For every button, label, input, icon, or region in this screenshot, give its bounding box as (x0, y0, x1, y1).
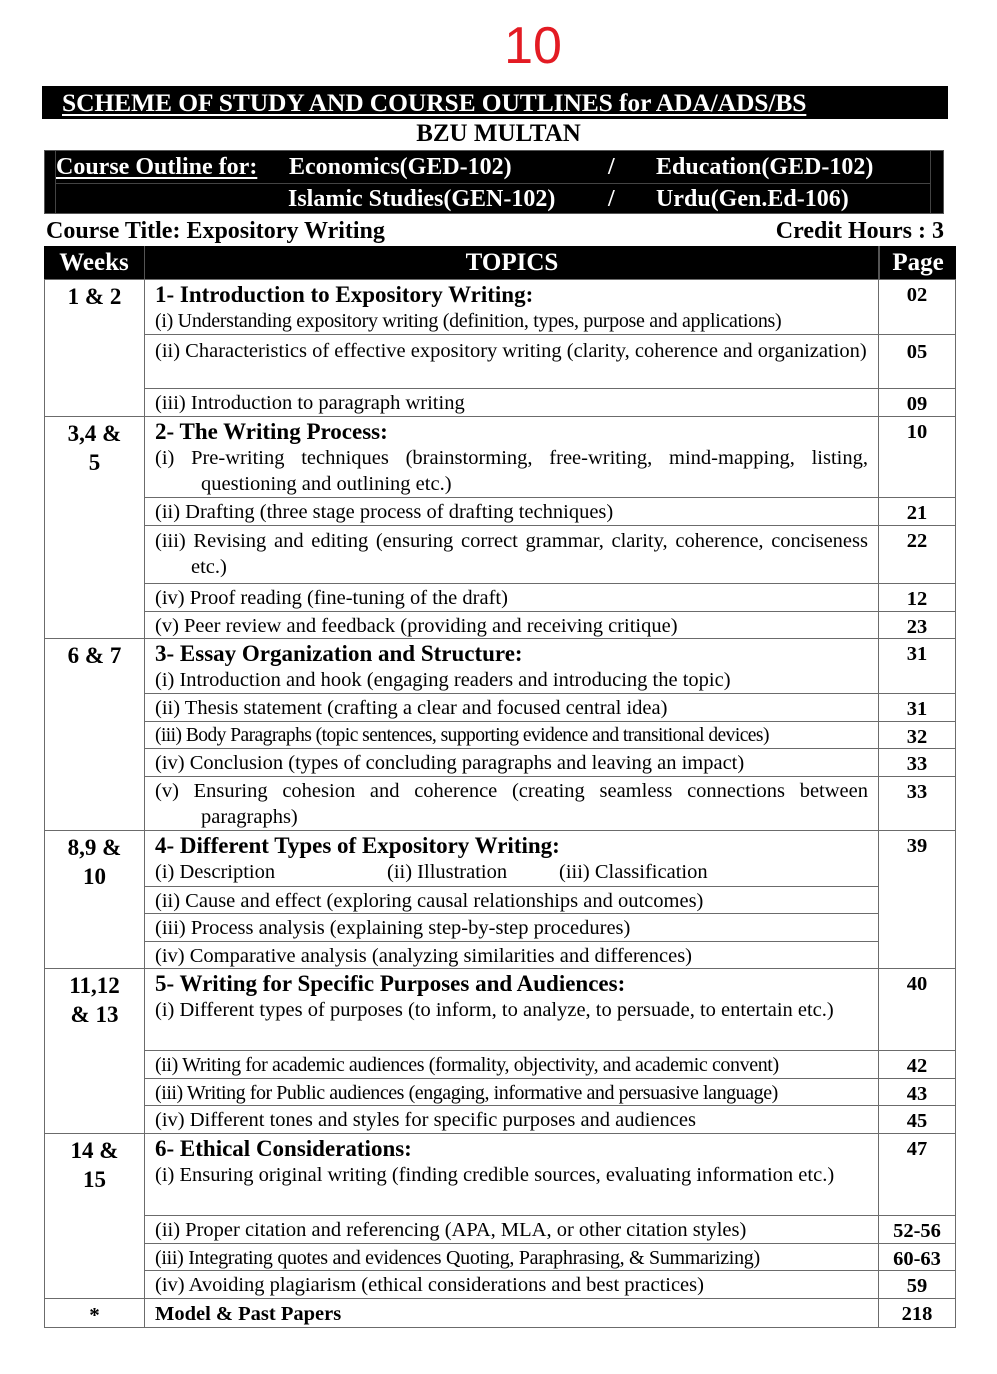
course-title: Course Title: Expository Writing (46, 218, 385, 244)
weeks-cell (44, 638, 145, 831)
topic-item: (i) Introduction and hook (engaging readers and introducing the topic) (155, 669, 731, 691)
topic-item: (iii) Revising and editing (ensuring correct grammar, clarity, coherence, conciseness etc.) (155, 530, 868, 578)
topic-cell (144, 583, 879, 612)
page-cell: 39 (878, 830, 956, 969)
weeks-label: 10 (83, 864, 106, 889)
weeks-label: 5 (88, 450, 101, 475)
topic-item: (iii) Body Paragraphs (topic sentences, supporting evidence and transitional devices) (155, 725, 769, 746)
topic-cell (144, 693, 879, 722)
page-cell: 31 (878, 693, 956, 722)
topic-cell (144, 721, 879, 749)
section-heading: 6- Ethical Considerations: (155, 1136, 412, 1161)
topic-item: (iii) Classification (559, 861, 708, 883)
weeks-cell (44, 1133, 145, 1299)
weeks-label: 8,9 & (67, 835, 122, 860)
outline-urdu: Urdu(Gen.Ed-106) (656, 186, 849, 212)
topic-item: (ii) Writing for academic audiences (formality, objectivity, and academic convent) (155, 1054, 779, 1076)
topic-cell (144, 830, 879, 887)
outline-sep-1: / (608, 154, 615, 180)
course-outline-box (44, 150, 944, 214)
topic-cell (144, 611, 879, 639)
page-cell: 32 (878, 721, 956, 749)
topic-item: (iv) Conclusion (types of concluding paragraphs and leaving an impact) (155, 752, 745, 774)
page-cell: 31 (878, 638, 956, 694)
page-cell: 02 (878, 279, 956, 335)
section-heading: 3- Essay Organization and Structure: (155, 641, 523, 666)
topic-item: (iii) Introduction to paragraph writing (155, 392, 465, 414)
topic-item: (v) Ensuring cohesion and coherence (creating seamless connections between paragraphs) (155, 780, 868, 828)
page-cell: 59 (878, 1270, 956, 1299)
page-cell: 23 (878, 611, 956, 639)
weeks-cell (44, 968, 145, 1134)
banner-title: SCHEME OF STUDY AND COURSE OUTLINES for ADA/ADS/BS (62, 88, 807, 117)
page-cell: 21 (878, 497, 956, 526)
weeks-label: 14 & (70, 1138, 119, 1163)
topic-item: (v) Peer review and feedback (providing and receiving critique) (155, 615, 678, 637)
weeks-label: 3,4 & (67, 421, 122, 446)
topic-cell (144, 334, 879, 389)
inline-topic-items (155, 859, 868, 885)
topic-cell (144, 1133, 879, 1216)
topic-item: (i) Description (155, 861, 276, 883)
topic-cell (144, 1243, 879, 1271)
topic-cell (144, 968, 879, 1051)
header-page: Page (878, 246, 957, 279)
page-cell: 60-63 (878, 1243, 956, 1271)
topic-cell (144, 1215, 879, 1244)
topic-item: (i) Understanding expository writing (definition, types, purpose and applications) (155, 310, 782, 332)
page-cell: 218 (878, 1298, 956, 1328)
topic-item: (iv) Different tones and styles for specific purposes and audiences (155, 1109, 696, 1131)
weeks-label: 11,12 (69, 973, 120, 998)
topic-cell (144, 1105, 879, 1134)
topic-cell (144, 748, 879, 777)
topic-cell (144, 1050, 879, 1079)
topic-item: (i) Ensuring original writing (finding credible sources, evaluating information etc.) (155, 1164, 835, 1186)
section-heading: 1- Introduction to Expository Writing: (155, 282, 534, 307)
course-outline-label: Course Outline for: (56, 154, 258, 180)
weeks-cell (44, 830, 145, 969)
topic-cell (144, 416, 879, 498)
topic-item: (ii) Cause and effect (exploring causal relationships and outcomes) (155, 890, 704, 912)
topic-cell (144, 525, 879, 584)
section-heading: 5- Writing for Specific Purposes and Audiences: (155, 971, 626, 996)
university-name: BZU MULTAN (416, 120, 581, 147)
topic-cell (144, 913, 879, 942)
page-cell: 10 (878, 416, 956, 498)
topic-item: (i) Different types of purposes (to inform, to analyze, to persuade, to entertain etc.) (155, 999, 834, 1021)
weeks-cell: * (44, 1298, 145, 1328)
topic-item: (ii) Proper citation and referencing (APA, MLA, or other citation styles) (155, 1219, 747, 1241)
weeks-label: 15 (83, 1167, 106, 1192)
topic-cell (144, 941, 879, 969)
topic-item: (iii) Process analysis (explaining step-by-step procedures) (155, 917, 631, 939)
outline-education: Education(GED-102) (656, 154, 874, 180)
topic-cell (144, 886, 879, 914)
table-header-row (44, 246, 956, 279)
topic-cell (144, 497, 879, 526)
topic-cell (144, 638, 879, 694)
section-heading: 4- Different Types of Expository Writing: (155, 833, 560, 858)
page-number: 10 (504, 17, 562, 75)
weeks-label: 6 & 7 (67, 643, 122, 668)
weeks-cell (44, 279, 145, 417)
section-heading: 2- The Writing Process: (155, 419, 388, 444)
page-cell: 05 (878, 334, 956, 389)
page-cell: 33 (878, 776, 956, 831)
topic-item: (ii) Drafting (three stage process of drafting techniques) (155, 501, 614, 523)
page-cell: 09 (878, 388, 956, 417)
topic-cell (144, 1078, 879, 1106)
page-cell: 40 (878, 968, 956, 1051)
credit-hours: Credit Hours : 3 (775, 218, 944, 244)
topic-item: (i) Pre-writing techniques (brainstorming, free-writing, mind-mapping, listing, questioning and outlining etc.) (155, 447, 868, 495)
outline-islamic-studies: Islamic Studies(GEN-102) (288, 186, 556, 212)
header-topics: TOPICS (144, 246, 880, 279)
page-cell: 47 (878, 1133, 956, 1216)
page-cell: 45 (878, 1105, 956, 1134)
topic-cell (144, 388, 879, 417)
topic-item: (iii) Integrating quotes and evidences Quoting, Paraphrasing, & Summarizing) (155, 1247, 760, 1269)
outline-border-right (930, 151, 931, 213)
header-weeks: Weeks (44, 246, 145, 279)
page-cell: 42 (878, 1050, 956, 1079)
topic-cell (144, 776, 879, 831)
page-cell: 43 (878, 1078, 956, 1106)
page-cell: 22 (878, 525, 956, 584)
model-past-papers: Model & Past Papers (155, 1303, 342, 1325)
weeks-cell (44, 416, 145, 639)
topic-item: (ii) Illustration (387, 861, 508, 883)
page-cell: 52-56 (878, 1215, 956, 1244)
scheme-banner (42, 86, 948, 119)
topic-cell (144, 1298, 879, 1328)
page-cell: 12 (878, 583, 956, 612)
topic-cell (144, 279, 879, 335)
topic-item: (iii) Writing for Public audiences (engaging, informative and persuasive language) (155, 1082, 778, 1104)
topic-cell (144, 1270, 879, 1299)
weeks-label: 1 & 2 (67, 284, 122, 309)
topic-item: (ii) Thesis statement (crafting a clear and focused central idea) (155, 697, 668, 719)
topic-item: (iv) Avoiding plagiarism (ethical considerations and best practices) (155, 1274, 704, 1296)
topic-item: (iv) Proof reading (fine-tuning of the draft) (155, 587, 508, 609)
weeks-label: & 13 (70, 1002, 119, 1027)
topic-item: (iv) Comparative analysis (analyzing similarities and differences) (155, 945, 692, 967)
topic-item: (ii) Characteristics of effective expository writing (clarity, coherence and organization) (155, 340, 867, 362)
outline-economics: Economics(GED-102) (289, 154, 512, 180)
outline-sep-2: / (608, 186, 615, 212)
page-cell: 33 (878, 748, 956, 777)
